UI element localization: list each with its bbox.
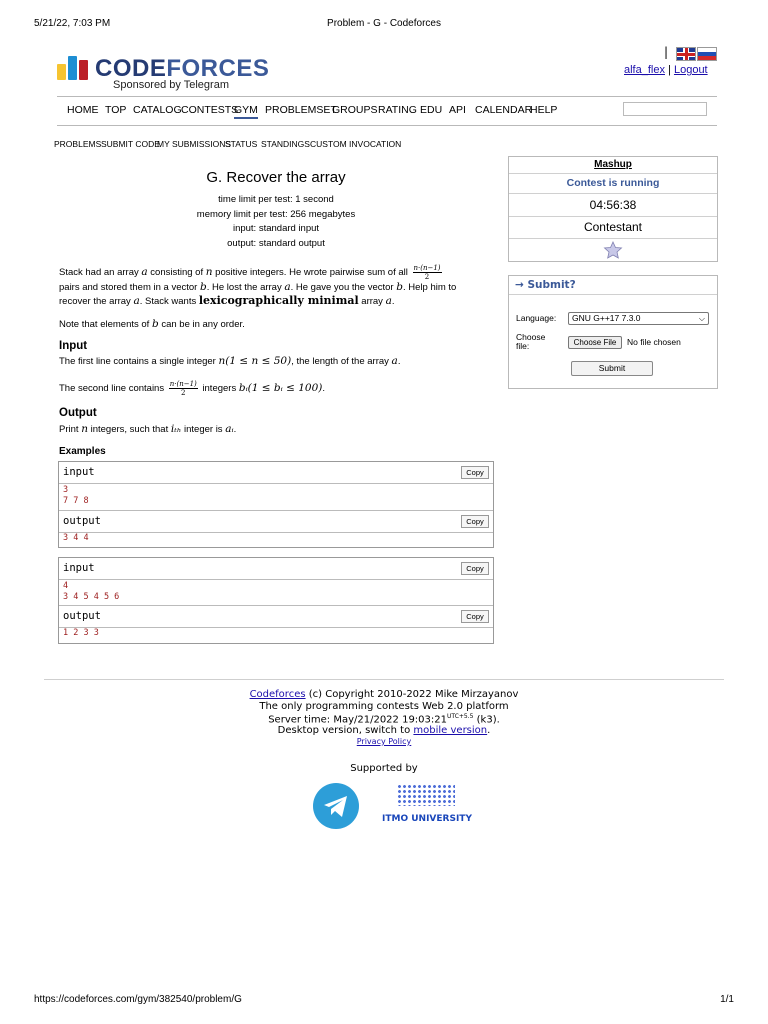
mobile-version-link[interactable]: mobile version (413, 725, 488, 736)
input-spec-line-2: The second line contains $\frac{n\cdot(n-1)}{2}$ integers bᵢ(1 ≤ bᵢ ≤ 100). (59, 380, 326, 397)
privacy-policy-link[interactable]: Privacy Policy (356, 737, 412, 746)
print-header (34, 18, 734, 32)
print-url: https://codeforces.com/gym/382540/problem/G (34, 994, 242, 1005)
example-1 (58, 461, 494, 548)
count-fraction: $\frac{n\cdot(n-1)}{2}$ (169, 380, 197, 397)
output-section-title: Output (59, 407, 97, 419)
russian-flag-icon[interactable] (697, 47, 717, 61)
tab-status[interactable]: STATUS (225, 139, 258, 149)
chevron-down-icon: ⌵ (698, 314, 705, 323)
footer-privacy (44, 737, 724, 746)
tab-problems[interactable]: PROBLEMS (54, 139, 102, 149)
print-page-title: Problem - G - Codeforces (327, 18, 441, 29)
search-input[interactable] (623, 102, 707, 116)
legend-line-2: pairs and stored them in a vector b. He lost the array a. He gave you the vector b. Help him to (59, 281, 457, 293)
problem-title: G. Recover the array (206, 169, 346, 186)
example-2-input-label: input (63, 562, 95, 574)
menu-contests[interactable]: CONTESTS (181, 104, 239, 116)
example-1-input-header (59, 462, 493, 484)
user-profile-link[interactable]: alfa_flex (624, 64, 665, 76)
tab-submit-code[interactable]: SUBMIT CODE (101, 139, 160, 149)
footer-copyright: Codeforces (c) Copyright 2010-2022 Mike Mirzayanov (249, 689, 519, 700)
copy-output-1-button[interactable]: Copy (461, 515, 489, 528)
logout-link[interactable]: Logout (673, 64, 708, 76)
footer-desktop: Desktop version, switch to mobile version. (277, 725, 491, 736)
example-1-input-label: input (63, 466, 95, 478)
legend-line-3: recover the array a. Stack wants lexicographically minimal array a. (59, 294, 395, 307)
menu-top[interactable]: TOP (105, 104, 127, 116)
menu-rating[interactable]: RATING (378, 104, 417, 116)
example-1-output-label: output (63, 515, 101, 527)
copy-output-2-button[interactable]: Copy (461, 610, 489, 623)
contest-info-box (508, 156, 718, 262)
memory-limit: memory limit per test: 256 megabytes (196, 209, 356, 220)
itmo-name: ITMO UNIVERSITY (382, 814, 472, 824)
submit-button[interactable]: Submit (571, 361, 653, 376)
language-select[interactable] (568, 312, 709, 325)
examples-title: Examples (59, 446, 106, 457)
copy-input-1-button[interactable]: Copy (461, 466, 489, 479)
codeforces-footer-link[interactable]: Codeforces (249, 689, 306, 700)
favourite-row (509, 239, 717, 261)
copy-input-2-button[interactable]: Copy (461, 562, 489, 575)
choose-file-button[interactable]: Choose File (568, 336, 622, 349)
tab-standings[interactable]: STANDINGS (261, 139, 310, 149)
input-section-title: Input (59, 340, 88, 352)
supported-by: Supported by (350, 763, 418, 774)
telegram-logo-icon[interactable] (313, 783, 359, 829)
lang-pipe: | (664, 45, 669, 59)
example-2-output-data: 1 2 3 3 (63, 628, 99, 638)
legend-note: Note that elements of b can be in any order. (59, 318, 245, 330)
menu-problemset[interactable]: PROBLEMSET (265, 104, 337, 116)
codeforces-logo[interactable] (57, 52, 270, 92)
example-2-input-data: 4 3 4 5 4 5 6 (63, 581, 120, 602)
legend-line-1: Stack had an array a consisting of n positive integers. He wrote pairwise sum of all $\frac{n\cdot(n-1)}{2}$ (59, 264, 441, 281)
contestant-role: Contestant (509, 217, 717, 239)
example-1-output-data: 3 4 4 (63, 533, 89, 543)
tab-custom-invocation[interactable]: CUSTOM INVOCATION (310, 139, 402, 149)
mashup-link[interactable]: Mashup (509, 157, 717, 174)
example-2-output-label: output (63, 610, 101, 622)
menu-gym[interactable]: GYM (234, 104, 258, 119)
menu-home[interactable]: HOME (67, 104, 99, 116)
example-1-input-data: 3 7 7 8 (63, 485, 89, 506)
pairs-fraction: $\frac{n\cdot(n-1)}{2}$ (413, 264, 441, 281)
example-2-output-header (59, 605, 493, 628)
submit-box (508, 275, 718, 389)
logo-sponsor: Sponsored by Telegram (113, 79, 229, 91)
logo-wordmark: CODEFORCES (95, 55, 270, 82)
output-spec: Print n integers, such that iₜₕ integer is aᵢ. (59, 423, 237, 435)
language-switcher (664, 47, 716, 61)
language-label: Language: (516, 313, 557, 323)
itmo-dots-icon (397, 784, 455, 806)
user-links (624, 64, 708, 76)
choose-file-label: Choose file: (516, 332, 546, 351)
tab-my-submissions[interactable]: MY SUBMISSIONS (157, 139, 231, 149)
footer-server-time: Server time: May/21/2022 $19:03:21^{UTC+5.5}$ (k3). (268, 713, 500, 726)
english-flag-icon[interactable] (676, 47, 696, 61)
menu-edu[interactable]: EDU (420, 104, 443, 116)
example-1-output-header (59, 510, 493, 533)
input-file: input: standard input (232, 223, 320, 234)
print-footer (34, 994, 734, 1008)
contest-timer: 04:56:38 (509, 194, 717, 217)
time-limit: time limit per test: 1 second (218, 194, 334, 205)
submit-box-title: → Submit? (515, 279, 576, 291)
menu-catalog[interactable]: CATALOG (133, 104, 182, 116)
menu-groups[interactable]: GROUPS (332, 104, 378, 116)
language-selected: GNU G++17 7.3.0 (572, 313, 641, 323)
output-file: output: standard output (227, 238, 325, 249)
footer-divider (44, 679, 724, 680)
print-datetime: 5/21/22, 7:03 PM (34, 18, 111, 29)
file-status: No file chosen (627, 337, 681, 347)
footer-platform: The only programming contests Web 2.0 platform (259, 701, 509, 712)
star-icon[interactable] (603, 241, 623, 259)
user-separator: | (668, 64, 671, 76)
submit-divider (509, 294, 717, 295)
itmo-logo[interactable] (379, 780, 475, 828)
contest-status: Contest is running (509, 174, 717, 194)
main-menu (57, 96, 717, 126)
menu-api[interactable]: API (449, 104, 466, 116)
print-page-number: 1/1 (720, 994, 734, 1005)
logo-bars-icon (57, 56, 91, 80)
example-2 (58, 557, 494, 644)
menu-calendar[interactable]: CALENDAR (475, 104, 533, 116)
input-spec-line-1: The first line contains a single integer n(1 ≤ n ≤ 50), the length of the array a. (59, 355, 401, 367)
menu-help[interactable]: HELP (530, 104, 558, 116)
example-2-input-header (59, 558, 493, 580)
